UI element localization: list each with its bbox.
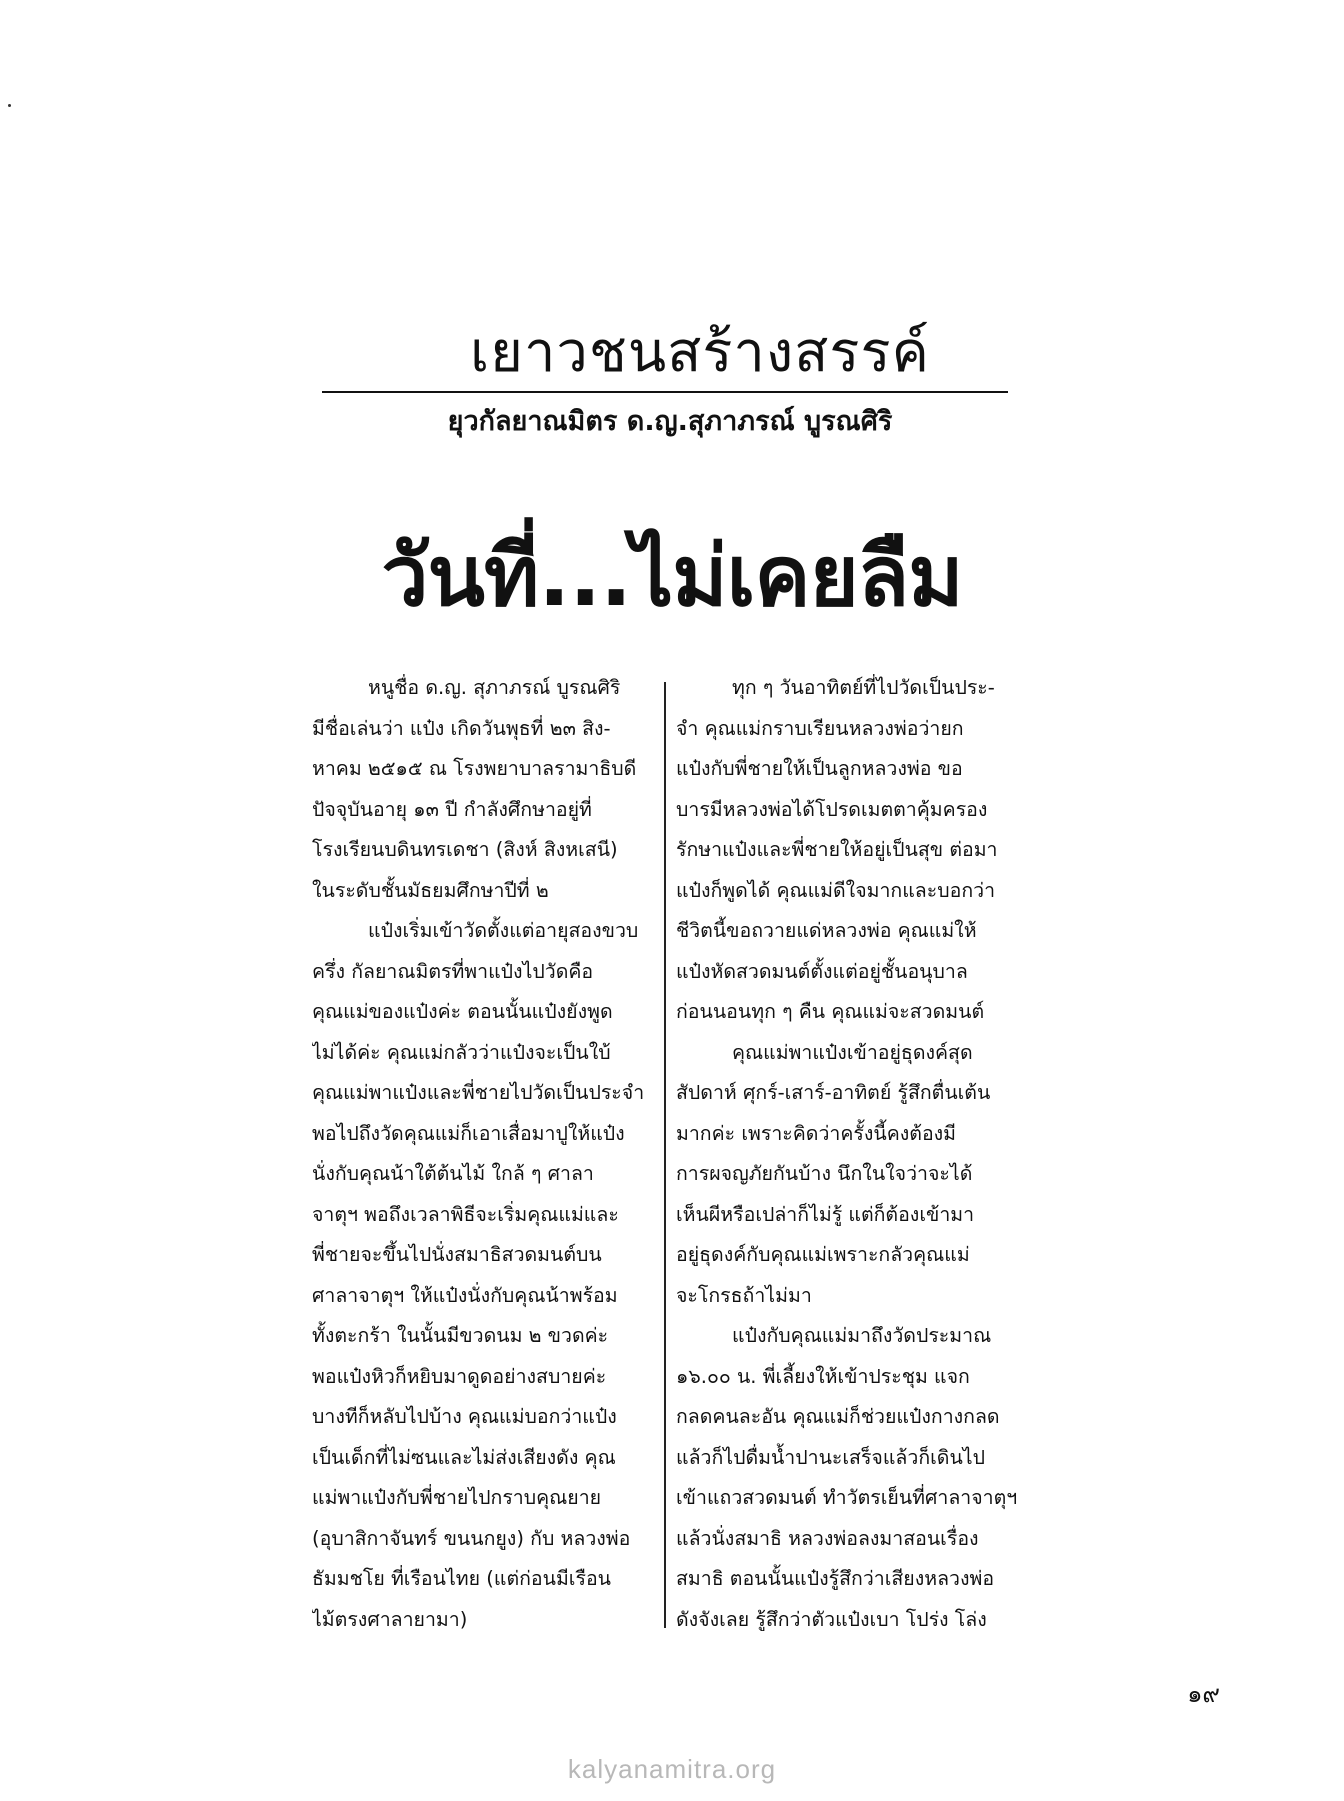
article-text-line: ศาลาจาตุฯ ให้แป๋งนั่งกับคุณน้าพร้อม — [312, 1283, 618, 1307]
article-text-line: พอแป๋งหิวก็หยิบมาดูดอย่างสบายค่ะ — [312, 1364, 607, 1388]
article-text-line: ชีวิตนี้ขอถวายแด่หลวงพ่อ คุณแม่ให้ — [676, 919, 977, 942]
article-text-line: โรงเรียนบดินทรเดชา (สิงห์ สิงหเสนี) — [312, 838, 618, 861]
article-text-line: จะโกรธถ้าไม่มา — [676, 1283, 812, 1307]
article-text-line: บารมีหลวงพ่อได้โปรดเมตตาคุ้มครอง — [676, 797, 988, 821]
article-text-line: หาคม ๒๕๑๕ ณ โรงพยาบาลรามาธิบดี — [312, 757, 637, 780]
article-text-line: (อุบาสิกาจันทร์ ขนนกยูง) กับ หลวงพ่อ — [312, 1526, 631, 1550]
scan-speck — [8, 104, 11, 107]
article-text-line: แป๋งเริ่มเข้าวัดตั้งแต่อายุสองขวบ — [368, 919, 639, 942]
article-text-line: แล้วก็ไปดื่มน้ำปานะเสร็จแล้วก็เดินไป — [676, 1445, 985, 1469]
article-text-line: พอไปถึงวัดคุณแม่ก็เอาเสื่อมาปูให้แป๋ง — [312, 1121, 625, 1145]
article-text-line: ไม่ได้ค่ะ คุณแม่กลัวว่าแป๋งจะเป็นใบ้ — [312, 1040, 611, 1064]
article-text-line: คุณแม่พาแป๋งและพี่ชายไปวัดเป็นประจำ — [312, 1081, 645, 1104]
article-text-line: แป๋งกับคุณแม่มาถึงวัดประมาณ — [732, 1324, 992, 1347]
article-text-line: จำ คุณแม่กราบเรียนหลวงพ่อว่ายก — [676, 716, 964, 740]
article-text-line: ๑๖.๐๐ น. พี่เลี้ยงให้เข้าประชุม แจก — [676, 1364, 970, 1388]
article-text-line: แป๋งหัดสวดมนต์ตั้งแต่อยู่ชั้นอนุบาล — [676, 959, 968, 983]
article-text-line: เข้าแถวสวดมนต์ ทำวัตรเย็นที่ศาลาจาตุฯ — [676, 1486, 1018, 1509]
article-text-line: เป็นเด็กที่ไม่ซนและไม่ส่งเสียงดัง คุณ — [312, 1445, 616, 1469]
article-text-line: ในระดับชั้นมัธยมศึกษาปีที่ ๒ — [312, 878, 549, 902]
watermark: kalyanamitra.org — [567, 1754, 777, 1784]
article-text-line: สมาธิ ตอนนั้นแป๋งรู้สึกว่าเสียงหลวงพ่อ — [676, 1567, 995, 1590]
article-text-line: ทุก ๆ วันอาทิตย์ที่ไปวัดเป็นประ- — [732, 676, 995, 699]
article-column-left — [312, 668, 656, 1640]
section-title: เยาวชนสร้างสรรค์ — [470, 320, 930, 385]
article-text-line: การผจญภัยกันบ้าง นึกในใจว่าจะได้ — [676, 1162, 973, 1185]
article-text-line: พี่ชายจะขึ้นไปนั่งสมาธิสวดมนต์บน — [312, 1243, 602, 1266]
article-text-line: อยู่ธุดงค์กับคุณแม่เพราะกลัวคุณแม่ — [676, 1243, 970, 1266]
article-text-line: นั่งกับคุณน้าใต้ต้นไม้ ใกล้ ๆ ศาลา — [312, 1162, 594, 1185]
article-text-line: ครึ่ง กัลยาณมิตรที่พาแป๋งไปวัดคือ — [312, 959, 594, 983]
article-headline: วันที่...ไม่เคยลืม — [381, 527, 963, 625]
article-text-line: ดังจังเลย รู้สึกว่าตัวแป๋งเบา โปร่ง โล่ง — [676, 1607, 987, 1631]
article-text-line: ก่อนนอนทุก ๆ คืน คุณแม่จะสวดมนต์ — [676, 1000, 985, 1023]
article-text-line: บางทีก็หลับไปบ้าง คุณแม่บอกว่าแป๋ง — [312, 1405, 617, 1428]
article-text-line: กลดคนละอัน คุณแม่ก็ช่วยแป๋งกางกลด — [676, 1405, 1000, 1428]
page-number: ๑๙ — [1187, 1680, 1220, 1708]
article-text-line: ไม้ตรงศาลายามา) — [312, 1607, 468, 1631]
article-text-line: สัปดาห์ ศุกร์-เสาร์-อาทิตย์ รู้สึกตื่นเต้น — [676, 1081, 991, 1104]
article-text-line: แป๋งกับพี่ชายให้เป็นลูกหลวงพ่อ ขอ — [676, 757, 963, 780]
article-text-line: แม่พาแป๋งกับพี่ชายไปกราบคุณยาย — [312, 1486, 602, 1509]
article-text-line: รักษาแป๋งและพี่ชายให้อยู่เป็นสุข ต่อมา — [676, 838, 998, 861]
article-text-line: ธัมมชโย ที่เรือนไทย (แต่ก่อนมีเรือน — [312, 1567, 611, 1590]
article-text-line: จาตุฯ พอถึงเวลาพิธีจะเริ่มคุณแม่และ — [312, 1202, 619, 1226]
article-text-line: แล้วนั่งสมาธิ หลวงพ่อลงมาสอนเรื่อง — [676, 1526, 979, 1550]
author-byline: ยุวกัลยาณมิตร ด.ญ.สุภาภรณ์ บูรณศิริ — [447, 406, 893, 437]
article-text-line: มีชื่อเล่นว่า แป๋ง เกิดวันพุธที่ ๒๓ สิง- — [312, 716, 611, 740]
title-underline — [322, 391, 1008, 393]
article-text-line: ปัจจุบันอายุ ๑๓ ปี กำลังศึกษาอยู่ที่ — [312, 797, 592, 821]
article-text-line: แป๋งก็พูดได้ คุณแม่ดีใจมากและบอกว่า — [676, 878, 996, 902]
article-text-line: มากค่ะ เพราะคิดว่าครั้งนี้คงต้องมี — [676, 1121, 957, 1145]
article-text-line: หนูชื่อ ด.ญ. สุภาภรณ์ บูรณศิริ — [368, 676, 621, 699]
article-text-line: เห็นผีหรือเปล่าก็ไม่รู้ แต่ก็ต้องเข้ามา — [676, 1202, 975, 1226]
article-text-line: คุณแม่ของแป๋งค่ะ ตอนนั้นแป๋งยังพูด — [312, 1000, 613, 1023]
column-divider — [664, 682, 666, 1628]
article-column-right — [676, 668, 1020, 1640]
article-text-line: ทั้งตะกร้า ในนั้นมีขวดนม ๒ ขวดค่ะ — [312, 1324, 609, 1347]
article-text-line: คุณแม่พาแป๋งเข้าอยู่ธุดงค์สุด — [732, 1040, 973, 1064]
